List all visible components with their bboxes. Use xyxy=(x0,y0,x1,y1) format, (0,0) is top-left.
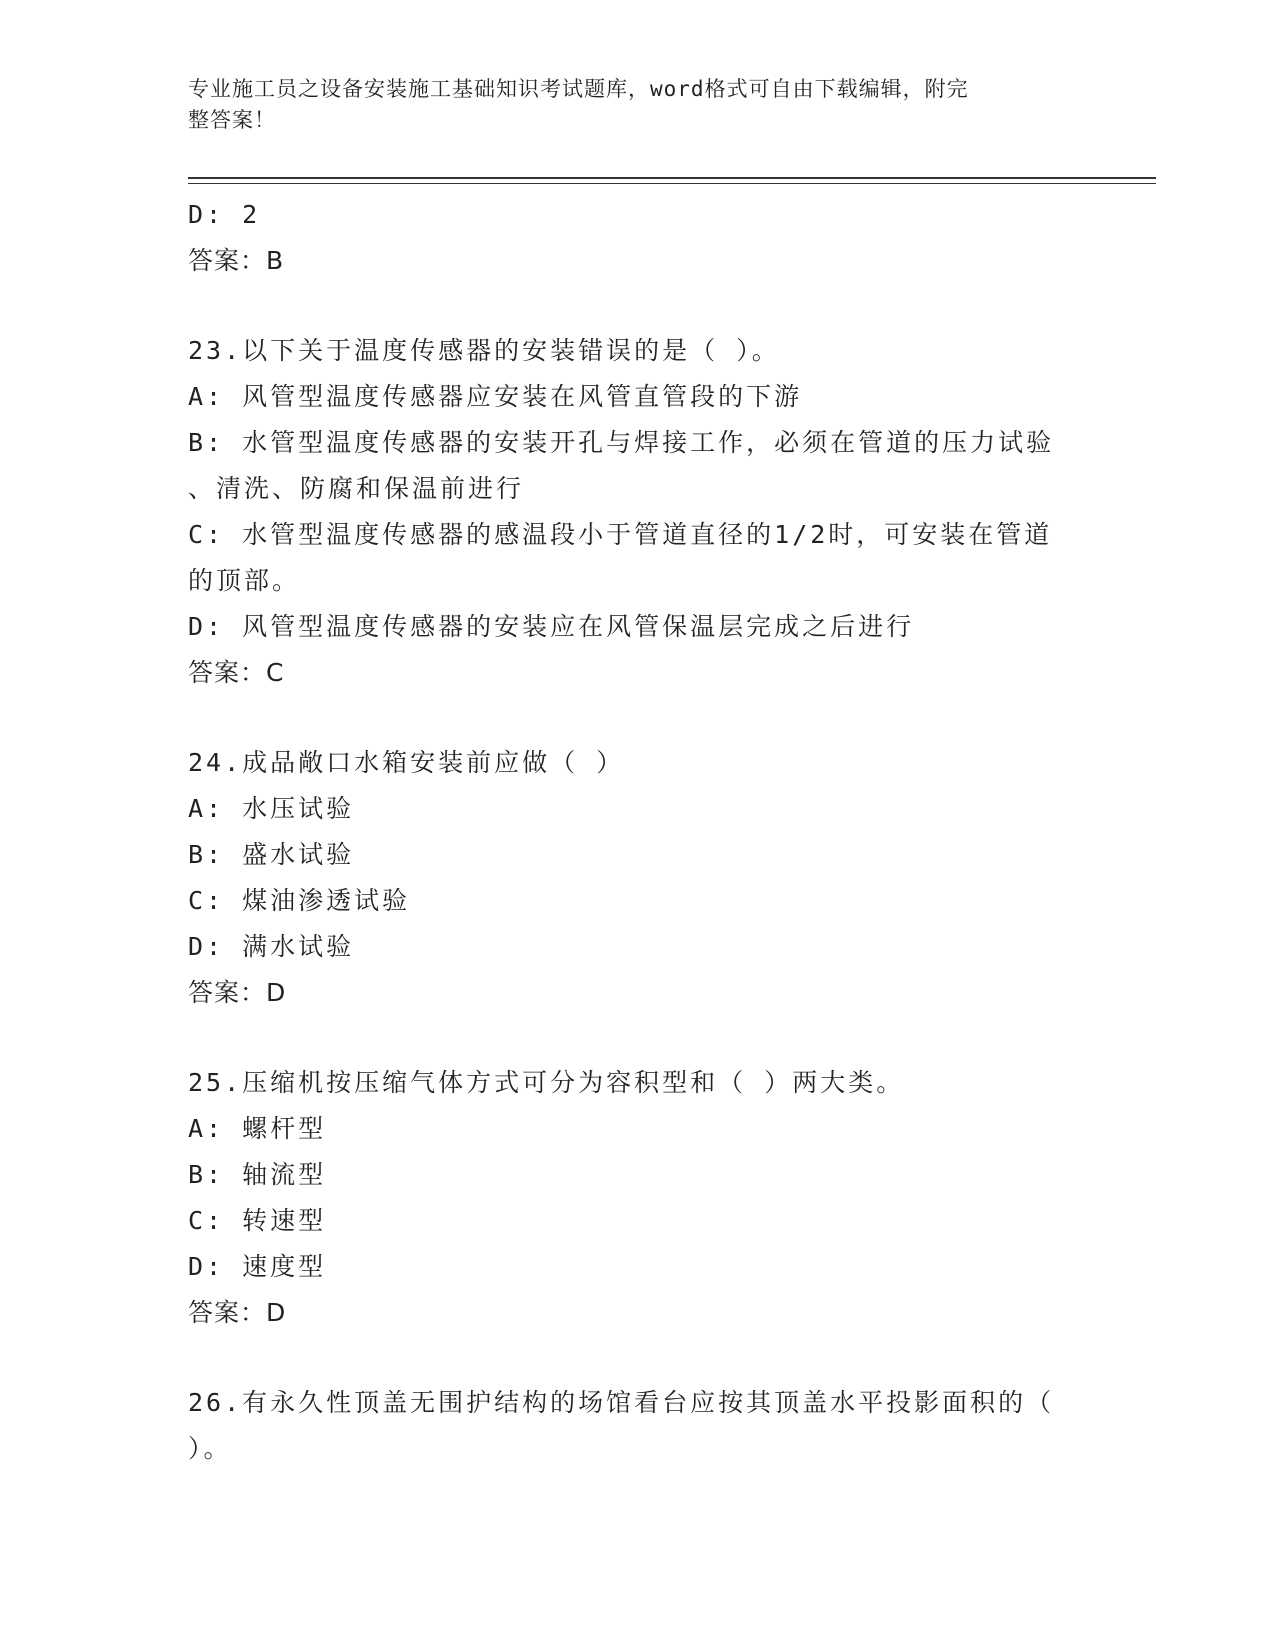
answer: 答案：B xyxy=(188,246,285,275)
header-line: 专业施工员之设备安装施工基础知识考试题库，word格式可自由下载编辑，附完 xyxy=(188,77,969,101)
option-c: C: 水管型温度传感器的感温段小于管道直径的1/2时，可安装在管道 xyxy=(188,520,1053,549)
option-c-continued: 的顶部。 xyxy=(188,566,301,595)
option-a: A: 风管型温度传感器应安装在风管直管段的下游 xyxy=(188,382,803,411)
header-divider xyxy=(188,183,1156,184)
question-stem: 25.压缩机按压缩气体方式可分为容积型和（ ）两大类。 xyxy=(188,1068,905,1097)
question-stem: 24.成品敞口水箱安装前应做（ ） xyxy=(188,748,625,777)
question-26 xyxy=(188,1380,1088,1472)
answer: 答案：C xyxy=(188,658,285,687)
option-d: D: 2 xyxy=(188,200,261,229)
question-25 xyxy=(188,1060,1088,1336)
option-b-continued: 、清洗、防腐和保温前进行 xyxy=(188,474,525,503)
question-stem: 23.以下关于温度传感器的安装错误的是（ ）。 xyxy=(188,336,780,365)
question-stem: 26.有永久性顶盖无围护结构的场馆看台应按其顶盖水平投影面积的（ xyxy=(188,1388,1055,1417)
option-b: B: 轴流型 xyxy=(188,1160,327,1189)
option-d: D: 风管型温度传感器的安装应在风管保温层完成之后进行 xyxy=(188,612,915,641)
question-stem-continued: ）。 xyxy=(188,1434,232,1463)
option-c: C: 转速型 xyxy=(188,1206,327,1235)
answer: 答案：D xyxy=(188,1298,287,1327)
option-d: D: 满水试验 xyxy=(188,932,355,961)
answer: 答案：D xyxy=(188,978,287,1007)
header-line: 整答案！ xyxy=(188,108,276,132)
option-a: A: 水压试验 xyxy=(188,794,355,823)
question-24 xyxy=(188,740,1088,1016)
page-header xyxy=(188,74,1068,136)
header-divider xyxy=(188,177,1156,179)
question-list xyxy=(188,192,1088,1472)
option-d: D: 速度型 xyxy=(188,1252,327,1281)
option-b: B: 水管型温度传感器的安装开孔与焊接工作，必须在管道的压力试验 xyxy=(188,428,1055,457)
question-23 xyxy=(188,328,1088,696)
option-a: A: 螺杆型 xyxy=(188,1114,327,1143)
option-b: B: 盛水试验 xyxy=(188,840,355,869)
option-c: C: 煤油渗透试验 xyxy=(188,886,411,915)
